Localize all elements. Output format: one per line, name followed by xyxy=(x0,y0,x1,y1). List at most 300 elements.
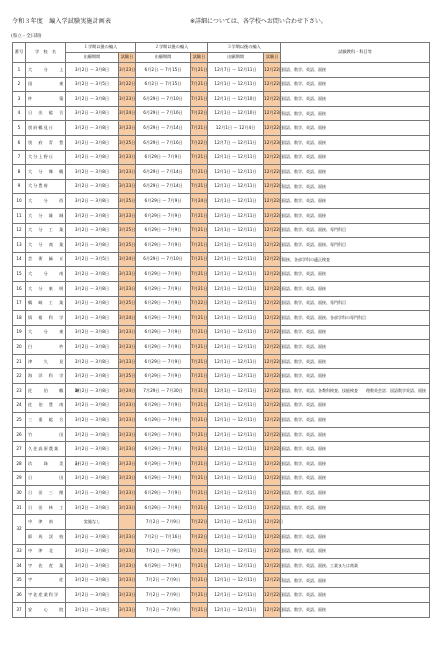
table-body-split xyxy=(13,515,430,544)
term2-exam-date: 7月21日 xyxy=(191,559,208,574)
school-name: 宇 佐 産 業 xyxy=(26,559,66,574)
term1-period: 3月2日 ～ 3月8日 xyxy=(66,427,119,442)
term2-period: 6月29日 ～ 7月9日 xyxy=(136,267,191,282)
term2-exam-date: 7月21日 xyxy=(191,325,208,340)
header-school: 学 校 名 xyxy=(26,43,66,63)
term1-exam-date: 3月23日 xyxy=(119,354,136,369)
term3-period: 12月1日 ～ 12月11日 xyxy=(208,588,264,603)
term1-period: 3月2日 ～ 3月8日 xyxy=(66,398,119,413)
table-row xyxy=(13,413,430,428)
term3-exam-date: 12月22日 xyxy=(264,325,281,340)
table-row xyxy=(13,442,430,457)
subjects: 国語、数学、英語、面接 xyxy=(281,544,430,559)
table-row xyxy=(13,471,430,486)
subjects: 国語、数学、英語、面接 xyxy=(281,63,430,78)
term1-exam-date: 3月22日 xyxy=(119,77,136,92)
term3-exam-date: 12月22日 xyxy=(264,413,281,428)
school-name: 鶴 崎 工 業 xyxy=(26,296,66,311)
row-number: 37 xyxy=(13,602,26,617)
term2-period: 6月29日 ～ 7月9日 xyxy=(136,486,191,501)
term1-exam-date: 3月23日 xyxy=(119,500,136,515)
term3-exam-date: 12月22日 xyxy=(264,252,281,267)
term3-exam-date: 12月22日 xyxy=(264,384,281,399)
term2-exam-date: 7月21日 xyxy=(191,369,208,384)
term2-exam-date: 7月21日 xyxy=(191,544,208,559)
term1-period: 3月2日 ～ 3月8日 xyxy=(66,369,119,384)
term1-period: 3月2日 ～ 3月8日 xyxy=(66,325,119,340)
term1-exam-date: 3月23日 xyxy=(119,267,136,282)
school-name: 大 分 雄 城 xyxy=(26,208,66,223)
term2-period: 6月29日 ～ 7月9日 xyxy=(136,457,191,472)
term1-period: 3月2日 ～ 3月8日 xyxy=(66,588,119,603)
table-row xyxy=(13,369,430,384)
school-name: 佐 伯 鶴 城 xyxy=(26,384,66,399)
term2-exam-date: 7月21日 xyxy=(191,442,208,457)
subjects: 国語、数学、英語、面接 xyxy=(281,471,430,486)
table-body-tail xyxy=(13,544,430,617)
term2-period: 6月29日 ～ 7月14日 xyxy=(136,121,191,136)
subjects: 国語、数学、英語、面接 xyxy=(281,588,430,603)
term3-exam-date: 12月22日 xyxy=(264,165,281,180)
row-number: 18 xyxy=(13,311,26,326)
term3-exam-date: 12月22日 xyxy=(264,340,281,355)
term2-exam-date: 7月21日 xyxy=(191,398,208,413)
term3-exam-date: 12月22日 xyxy=(264,427,281,442)
term3-period: 12月1日 ～ 12月11日 xyxy=(208,530,264,545)
subjects: 国語、数学、英語、面接 xyxy=(281,325,430,340)
term2-period: 6月29日 ～ 7月9日 xyxy=(136,194,191,209)
row-number: 35 xyxy=(13,573,26,588)
row-number: 25 xyxy=(13,413,26,428)
school-name: 玖 珠 美 山 xyxy=(26,457,66,472)
row-number: 31 xyxy=(13,500,26,515)
header-no: 番号 xyxy=(13,43,26,63)
school-name: 臼 杵 xyxy=(26,340,66,355)
subjects: 国語、数学、英語、面接 xyxy=(281,573,430,588)
school-name: 大 分 舞 鶴 xyxy=(26,165,66,180)
term1-period: 3月2日 ～ 3月8日 xyxy=(66,208,119,223)
row-number: 20 xyxy=(13,340,26,355)
term1-exam-date: 3月23日 xyxy=(119,471,136,486)
school-name: 大 分 南 xyxy=(26,267,66,282)
row-number: 34 xyxy=(13,559,26,574)
subjects: 国語、数学、英語、面接 xyxy=(281,179,430,194)
term2-exam-date: 7月21日 xyxy=(191,77,208,92)
term2-exam-date: 7月21日 xyxy=(191,573,208,588)
term2-exam-date: 7月21日 xyxy=(191,457,208,472)
term1-exam-date: 3月25日 xyxy=(119,369,136,384)
subjects: 国語、数学、英語、面接 xyxy=(281,500,430,515)
term3-period: 12月1日 ～ 12月11日 xyxy=(208,238,264,253)
subjects xyxy=(281,515,430,530)
term1-exam-date: 3月24日 xyxy=(119,252,136,267)
term2-period: 6月29日 ～ 7月14日 xyxy=(136,165,191,180)
school-name: 中 津 北 xyxy=(26,544,66,559)
term1-period: 3月2日 ～ 3月8日 xyxy=(66,354,119,369)
term1-exam-date: 3月23日 xyxy=(119,63,136,78)
subjects: 国語、数学、英語、各教科検査、技能検査 理数英会話：国語数学英語、面接 xyxy=(281,384,430,399)
term2-exam-date: 7月24日 xyxy=(191,194,208,209)
term1-exam-date: 3月25日 xyxy=(119,238,136,253)
term3-exam-date: 12月22日 xyxy=(264,602,281,617)
term3-exam-date: 12月22日 xyxy=(264,588,281,603)
row-number: 5 xyxy=(13,121,26,136)
term3-period: 12月1日 ～ 12月11日 xyxy=(208,471,264,486)
term3-exam-date: 12月22日 xyxy=(264,500,281,515)
term1-period: 3月2日 ～ 3月8日 xyxy=(66,63,119,78)
school-name: 日 田 xyxy=(26,471,66,486)
table-row xyxy=(13,325,430,340)
term2-exam-date: 7月22日 xyxy=(191,515,208,530)
term3-exam-date: 12月22日 xyxy=(264,267,281,282)
term2-exam-date: 7月21日 xyxy=(191,311,208,326)
term3-period: 12月1日 ～ 12月11日 xyxy=(208,515,264,530)
term3-period: 12月1日 ～ 12月11日 xyxy=(208,500,264,515)
term3-exam-date: 12月22日 xyxy=(264,92,281,107)
table-row xyxy=(13,398,430,413)
table-row xyxy=(13,77,430,92)
term3-period: 12月1日 ～ 12月11日 xyxy=(208,398,264,413)
school-name: 別 府 青 豊 xyxy=(26,135,66,150)
school-name: 情 報 科 学 xyxy=(26,311,66,326)
header-term3: ３学期以後の編入 xyxy=(208,43,281,53)
row-number: 12 xyxy=(13,223,26,238)
term1-period: 3月2日 ～ 3月8日 xyxy=(66,281,119,296)
term2-period: 6月29日 ～ 7月9日 xyxy=(136,427,191,442)
table-row xyxy=(13,457,430,472)
subjects: 国語、数学、英語、面接 xyxy=(281,281,430,296)
table-row xyxy=(13,486,430,501)
term1-period: 3月2日 ～ 3月8日 xyxy=(66,106,119,121)
term2-period: 7月2日 ～ 7月9日 xyxy=(136,515,191,530)
term1-exam-date: 3月24日 xyxy=(119,384,136,399)
table-row xyxy=(13,588,430,603)
term1-exam-date: 3月25日 xyxy=(119,223,136,238)
term1-period: 3月2日 ～ 3月8日 xyxy=(66,442,119,457)
term2-period: 6月2日 ～ 7月15日 xyxy=(136,77,191,92)
term1-exam-date: 3月23日 xyxy=(119,179,136,194)
term1-period: 3月2日 ～ 3月8日 xyxy=(66,194,119,209)
school-name: 大分上野丘 xyxy=(26,150,66,165)
term3-exam-date: 12月22日 xyxy=(264,77,281,92)
term1-exam-date: 3月23日 xyxy=(119,457,136,472)
term1-exam-date: 3月23日 xyxy=(119,92,136,107)
term2-period: 6月29日 ～ 7月9日 xyxy=(136,238,191,253)
term2-period: 6月29日 ～ 7月9日 xyxy=(136,413,191,428)
row-number: 9 xyxy=(13,179,26,194)
term1-period: 3月2日 ～ 3月8日 xyxy=(66,573,119,588)
term1-period: 3月2日 ～ 3月8日 xyxy=(66,165,119,180)
school-name: 大 分 工 業 xyxy=(26,223,66,238)
row-number: 24 xyxy=(13,398,26,413)
term3-period: 12月7日 ～ 12月11日 xyxy=(208,63,264,78)
row-number: 15 xyxy=(13,267,26,282)
school-name: 佐 伯 豊 南 xyxy=(26,398,66,413)
term3-period: 12月1日 ～ 12月11日 xyxy=(208,369,264,384)
table-row xyxy=(13,427,430,442)
table-row xyxy=(13,63,430,78)
term2-exam-date: 7月21日 xyxy=(191,588,208,603)
subjects: 国語、数学、英語、面接 xyxy=(281,442,430,457)
school-name: 大 分 商 業 xyxy=(26,238,66,253)
term2-exam-date: 7月21日 xyxy=(191,223,208,238)
school-name: 大 分 東 明 xyxy=(26,281,66,296)
term1-period: 3月2日 ～ 3月8日 xyxy=(66,559,119,574)
document-title: 令和３年度 編入学試験実施計画表 xyxy=(12,18,112,25)
table-row xyxy=(13,106,430,121)
row-number: 4 xyxy=(13,106,26,121)
term2-period: 6月29日 ～ 7月9日 xyxy=(136,559,191,574)
term2-exam-date: 7月22日 xyxy=(191,106,208,121)
term1-period: 3月2日 ～ 3月8日 xyxy=(66,296,119,311)
term3-period: 12月7日 ～ 12月11日 xyxy=(208,135,264,150)
subjects: 国語、数学、英語、面接 xyxy=(281,121,430,136)
term1-period: 3月2日 ～ 3月8日 xyxy=(66,179,119,194)
term1-exam-date: 3月25日 xyxy=(119,135,136,150)
term2-period: 6月29日 ～ 7月9日 xyxy=(136,369,191,384)
subjects: 国語、数学、英語、面接、専門科目 xyxy=(281,223,430,238)
row-number: 16 xyxy=(13,281,26,296)
row-number: 2 xyxy=(13,77,26,92)
term2-exam-date: 7月21日 xyxy=(191,471,208,486)
row-number: 14 xyxy=(13,252,26,267)
term2-period: 6月29日 ～ 7月9日 xyxy=(136,325,191,340)
term3-exam-date: 12月22日 xyxy=(264,238,281,253)
term2-exam-date: 7月21日 xyxy=(191,121,208,136)
table-row xyxy=(13,281,430,296)
term1-period: 3月2日 ～ 3月8日 xyxy=(66,121,119,136)
table-row xyxy=(13,194,430,209)
term2-exam-date: 7月21日 xyxy=(191,602,208,617)
school-name: 大 分 東 xyxy=(26,325,66,340)
table-row xyxy=(13,121,430,136)
row-number: 28 xyxy=(13,457,26,472)
term1-period: 3月2日 ～ 3月8日 xyxy=(66,311,119,326)
term1-exam-date: 3月23日 xyxy=(119,544,136,559)
term1-period: 3月2日 ～ 3月8日 xyxy=(66,413,119,428)
header-term2-period: 出願期間 xyxy=(136,53,191,63)
subjects: 国語、数学、英語、面接 xyxy=(281,194,430,209)
term3-period: 12月1日 ～ 12月11日 xyxy=(208,208,264,223)
term2-exam-date: 7月21日 xyxy=(191,413,208,428)
table-row xyxy=(13,384,430,399)
term3-exam-date: 12月22日 xyxy=(264,121,281,136)
term3-exam-date: 12月22日 xyxy=(264,223,281,238)
term1-exam-date: 3月24日 xyxy=(119,106,136,121)
term1-exam-date: 3月23日 xyxy=(119,602,136,617)
term1-period: 3月2日 ～ 3月8日 xyxy=(66,92,119,107)
school-name: 日 田 三 隈 xyxy=(26,486,66,501)
term3-period: 12月1日 ～ 12月11日 xyxy=(208,602,264,617)
term2-period: 6月29日 ～ 7月9日 xyxy=(136,311,191,326)
term2-period: 7月2日 ～ 7月9日 xyxy=(136,602,191,617)
row-number: 30 xyxy=(13,486,26,501)
subjects: 国語、数学、英語、面接、専門科目 xyxy=(281,238,430,253)
term1-exam-date: 3月23日 xyxy=(119,121,136,136)
table-body xyxy=(13,63,430,515)
term3-period: 12月1日 ～ 12月11日 xyxy=(208,252,264,267)
subjects: 国語、数学、英語、面接 xyxy=(281,165,430,180)
row-number: 19 xyxy=(13,325,26,340)
row-number: 21 xyxy=(13,354,26,369)
row-number: 29 xyxy=(13,471,26,486)
subjects: 国語、数学、英語、面接 xyxy=(281,135,430,150)
term1-period: 3月2日 ～ 3月8日 xyxy=(66,486,119,501)
term1-period: 3月2日 ～ 3月8日 xyxy=(66,135,119,150)
term2-period: 7月2日 ～ 7月9日 xyxy=(136,544,191,559)
term2-exam-date: 7月21日 xyxy=(191,340,208,355)
row-number: 11 xyxy=(13,208,26,223)
term3-period: 12月1日 ～ 12月11日 xyxy=(208,311,264,326)
term1-exam-date: 3月23日 xyxy=(119,165,136,180)
term2-period: 6月29日 ～ 7月9日 xyxy=(136,354,191,369)
term2-exam-date: 7月21日 xyxy=(191,427,208,442)
subjects: 国語、数学、英語、面接 xyxy=(281,92,430,107)
term1-period: 3月2日 ～ 3月8日 xyxy=(66,384,119,399)
term3-period: 12月1日 ～ 12月11日 xyxy=(208,77,264,92)
term2-period: 6月29日 ～ 7月9日 xyxy=(136,223,191,238)
term2-period: 6月29日 ～ 7月9日 xyxy=(136,471,191,486)
term3-period: 12月1日 ～ 12月11日 xyxy=(208,223,264,238)
term3-exam-date: 12月22日 xyxy=(264,457,281,472)
term1-exam-date: 3月23日 xyxy=(119,559,136,574)
term1-period: 3月2日 ～ 3月8日 xyxy=(66,544,119,559)
term2-period: 7月2日 ～ 7月9日 xyxy=(136,573,191,588)
term1-exam-date: 3月25日 xyxy=(119,296,136,311)
school-name: 津 久 見 xyxy=(26,354,66,369)
row-number: 36 xyxy=(13,588,26,603)
table-row xyxy=(13,544,430,559)
term2-period: 6月29日 ～ 7月16日 xyxy=(136,106,191,121)
term2-period: 7月2日 ～ 7月16日 xyxy=(136,530,191,545)
term2-exam-date: 7月21日 xyxy=(191,92,208,107)
subjects: 国語、数学、英語、面接 xyxy=(281,354,430,369)
term2-period: 6月2日 ～ 7月15日 xyxy=(136,63,191,78)
term3-period: 12月1日 ～ 12月11日 xyxy=(208,544,264,559)
term3-exam-date: 12月22日 xyxy=(264,471,281,486)
term3-period: 12月1日 ～ 12月11日 xyxy=(208,267,264,282)
term3-period: 12月1日 ～ 12月11日 xyxy=(208,384,264,399)
term3-exam-date: 12月22日 xyxy=(264,559,281,574)
table-row xyxy=(13,150,430,165)
table-row xyxy=(13,573,430,588)
term3-period: 12月1日 ～ 12月11日 xyxy=(208,413,264,428)
term1-exam-date: 3月23日 xyxy=(119,573,136,588)
subjects: 国語、数学、英語、面接 xyxy=(281,413,430,428)
term3-exam-date: 12月22日 xyxy=(264,515,281,530)
table-row xyxy=(13,340,430,355)
term1-period: 3月2日 ～ 3月8日 xyxy=(66,223,119,238)
term3-exam-date: 12月22日 xyxy=(264,150,281,165)
row-number: 23 xyxy=(13,384,26,399)
term1-period: 3月2日 ～ 3月8日 xyxy=(66,238,119,253)
term3-exam-date: 12月22日 xyxy=(264,194,281,209)
header-term1-exam: 試験日 xyxy=(119,53,136,63)
header-term2-exam: 試験日 xyxy=(191,53,208,63)
school-name: 大分豊府 xyxy=(26,179,66,194)
term1-exam-date: 3月23日 xyxy=(119,398,136,413)
header-term3-period: 出願期間 xyxy=(208,53,264,63)
term1-period: 3月2日 ～ 3月8日 xyxy=(66,340,119,355)
term3-period: 12月1日 ～ 12月11日 xyxy=(208,194,264,209)
term2-period: 7月2日 ～ 7月9日 xyxy=(136,588,191,603)
term2-exam-date: 7月21日 xyxy=(191,252,208,267)
term2-exam-date: 7月21日 xyxy=(191,179,208,194)
subjects: 国語、数学、英語、面接 xyxy=(281,602,430,617)
term2-exam-date: 7月21日 xyxy=(191,208,208,223)
subjects: 国語、数学、英語、面接、各部学科の専門科目 xyxy=(281,311,430,326)
term3-period: 12月1日 ～ 12月11日 xyxy=(208,559,264,574)
term2-period: 6月29日 ～ 7月9日 xyxy=(136,340,191,355)
term2-period: 6月29日 ～ 7月14日 xyxy=(136,179,191,194)
table-row xyxy=(13,559,430,574)
term2-exam-date: 7月21日 xyxy=(191,486,208,501)
term2-period: 6月29日 ～ 7月9日 xyxy=(136,296,191,311)
row-number: 10 xyxy=(13,194,26,209)
row-number: 3 xyxy=(13,92,26,107)
row-number: 26 xyxy=(13,427,26,442)
subjects: 国語、数学、英語、面接 xyxy=(281,150,430,165)
table-row xyxy=(13,92,430,107)
term3-period: 12月1日 ～ 12月11日 xyxy=(208,281,264,296)
subjects: 国語、数学、英語、面接、専門科目 xyxy=(281,296,430,311)
term1-exam-date: 3月23日 xyxy=(119,150,136,165)
term3-exam-date: 12月22日 xyxy=(264,179,281,194)
exam-schedule-table xyxy=(12,42,430,618)
term2-exam-date: 7月21日 xyxy=(191,354,208,369)
term2-period: 6月29日 ～ 7月10日 xyxy=(136,252,191,267)
term3-period: 12月1日 ～ 12月11日 xyxy=(208,427,264,442)
table-row xyxy=(13,252,430,267)
subjects: 国語、数学、英語、面接 xyxy=(281,340,430,355)
term3-period: 12月1日 ～ 12月11日 xyxy=(208,150,264,165)
term2-period: 6月29日 ～ 7月10日 xyxy=(136,92,191,107)
term3-exam-date: 12月22日 xyxy=(264,544,281,559)
term3-period: 12月1日 ～ 12月11日 xyxy=(208,165,264,180)
table-row xyxy=(13,296,430,311)
term3-exam-date: 12月22日 xyxy=(264,398,281,413)
row-number: 7 xyxy=(13,150,26,165)
term2-exam-date: 7月21日 xyxy=(191,150,208,165)
term2-exam-date: 7月31日 xyxy=(191,384,208,399)
term2-exam-date: 7月21日 xyxy=(191,267,208,282)
header-term1: １学期以後の編入 xyxy=(66,43,136,53)
subjects: 国語、数学、英語、面接 xyxy=(281,267,430,282)
table-row xyxy=(13,267,430,282)
school-name: 耶 馬 渓 校 xyxy=(26,530,66,545)
header-subjects: 試験教科・科目等 xyxy=(281,43,430,63)
term1-exam-date: 3月23日 xyxy=(119,413,136,428)
term3-period: 12月1日 ～ 12月4日 xyxy=(208,121,264,136)
term3-period: 12月1日 ～ 12月10日 xyxy=(208,106,264,121)
school-name: 別府鶴見丘 xyxy=(26,121,66,136)
school-name: 芸 術 緑 丘 xyxy=(26,252,66,267)
term2-period: 6月29日 ～ 7月9日 xyxy=(136,150,191,165)
term1-exam-date: 3月23日 xyxy=(119,340,136,355)
row-number: 22 xyxy=(13,369,26,384)
term1-period: 3月2日 ～ 3月5日 xyxy=(66,252,119,267)
term2-period: 7月29日 ～ 7月30日 xyxy=(136,384,191,399)
school-name: 久住高原農業 xyxy=(26,442,66,457)
subjects: 国語、数学、英語、面接 xyxy=(281,457,430,472)
table-header xyxy=(13,43,430,63)
header-term3-exam: 試験日 xyxy=(264,53,281,63)
term2-exam-date: 7月21日 xyxy=(191,238,208,253)
term1-period: 3月2日 ～ 3月8日 xyxy=(66,150,119,165)
term1-exam-date: 3月23日 xyxy=(119,427,136,442)
term2-period: 6月29日 ～ 7月9日 xyxy=(136,281,191,296)
term1-note: 実施なし xyxy=(66,515,119,530)
